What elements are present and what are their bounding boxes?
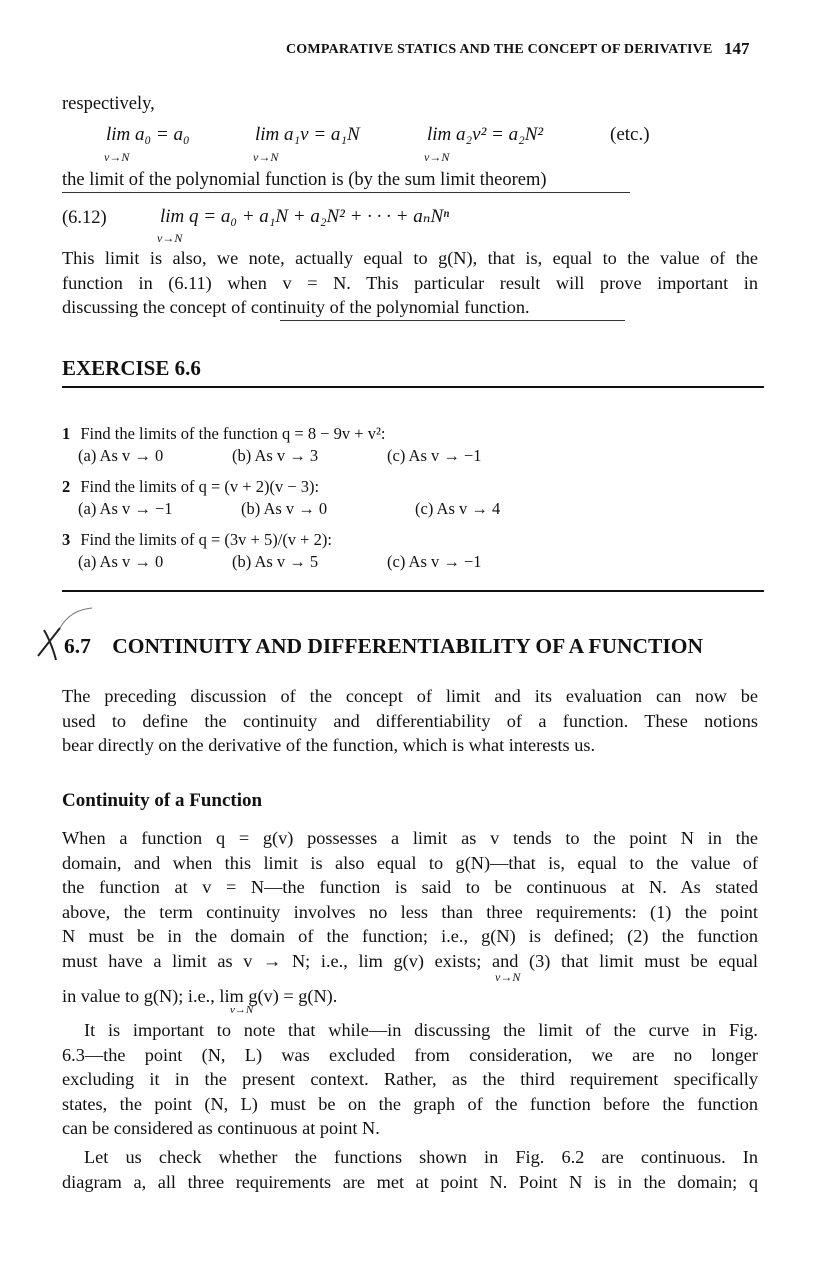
respectively-text: respectively, xyxy=(62,94,155,114)
exercise-3-part-c: (c) As v → −1 xyxy=(387,552,482,571)
exercise-item-2 xyxy=(62,477,319,497)
text-line: function in (6.11) when v = N. This particular result will prove important in xyxy=(62,272,758,293)
exercise-item-1 xyxy=(62,424,385,444)
item-text: Find the limits of q = (v + 2)(v − 3): xyxy=(80,477,320,496)
exercise-2-part-b: (b) As v → 0 xyxy=(241,499,328,518)
text-line: It is important to note that while—in discussing the limit of the curve in Fig. xyxy=(84,1020,758,1040)
lim-subscript: v→N xyxy=(230,1004,254,1016)
text-line: in value to g(N); i.e., lim g(v) = g(N). xyxy=(62,985,338,1006)
point-inclusion-paragraph xyxy=(62,1018,758,1141)
equation-label: (6.12) xyxy=(62,208,107,228)
limit-a2-subscript: v→N xyxy=(424,150,450,164)
limit-a1-subscript: v→N xyxy=(253,150,279,164)
pencil-underline xyxy=(62,192,630,193)
exercise-bottom-rule xyxy=(62,590,764,592)
text-line: discussing the concept of continuity of the polynomial function. xyxy=(62,297,530,318)
etc-note: (etc.) xyxy=(610,124,650,145)
text-line: The preceding discussion of the concept of limit and its evaluation can now be xyxy=(62,686,758,706)
text-line: must have a limit as v → N; i.e., lim g(v) exists; and (3) that limit must be equal xyxy=(62,950,758,971)
text-line: the function at v = N—the function is said to be continuous at N. As stated xyxy=(62,877,758,898)
exercise-3-part-a: (a) As v → 0 xyxy=(78,552,164,571)
lim-subscript: v→N xyxy=(495,970,521,984)
limit-a2: lim a₂v² = a₂N² xyxy=(427,124,544,145)
text-line: states, the point (N, L) must be on the graph of the function before the function xyxy=(62,1093,758,1114)
continuity-definition-paragraph xyxy=(62,826,758,1008)
equation-6-12: lim q = a₀ + a₁N + a₂N² + · · · + aₙNⁿ xyxy=(160,206,450,227)
text-line: Let us check whether the functions shown in Fig. 6.2 are continuous. In xyxy=(84,1147,758,1167)
text-line: excluding it in the present context. Rather, as the third requirement specifically xyxy=(62,1069,758,1090)
sum-limit-sentence: the limit of the polynomial function is (by the sum limit theorem) xyxy=(62,170,547,190)
section-intro-paragraph xyxy=(62,684,758,758)
exercise-2-part-a: (a) As v → −1 xyxy=(78,499,173,518)
exercise-top-rule xyxy=(62,386,764,388)
text-line: 6.3—the point (N, L) was excluded from consideration, we are no longer xyxy=(62,1044,758,1065)
text-line: When a function q = g(v) possesses a limit as v tends to the point N in the xyxy=(62,828,758,848)
item-text: Find the limits of the function q = 8 − 9v + v²: xyxy=(80,424,386,443)
limit-a0: lim a₀ = a₀ xyxy=(106,124,190,145)
limit-remark-paragraph xyxy=(62,246,758,320)
running-header: COMPARATIVE STATICS AND THE CONCEPT OF DERIVATIVE xyxy=(286,42,713,57)
exercise-item-3 xyxy=(62,530,332,550)
limit-a0-subscript: v→N xyxy=(104,150,130,164)
item-number: 3 xyxy=(62,530,71,549)
exercise-1-part-c: (c) As v → −1 xyxy=(387,446,482,465)
section-number: 6.7 xyxy=(64,634,91,658)
text-line: This limit is also, we note, actually equal to g(N), that is, equal to the value of the xyxy=(62,248,758,268)
item-number: 2 xyxy=(62,477,71,496)
text-line: bear directly on the derivative of the function, which is what interests us. xyxy=(62,735,596,756)
text-line: used to define the continuity and differentiability of a function. These notions xyxy=(62,710,758,731)
item-text: Find the limits of q = (3v + 5)/(v + 2): xyxy=(80,530,332,549)
section-heading xyxy=(64,634,703,659)
exercise-1-part-b: (b) As v → 3 xyxy=(232,446,319,465)
text-line: diagram a, all three requirements are met at point N. Point N is in the domain; q xyxy=(62,1171,758,1192)
pencil-underline xyxy=(280,320,625,321)
text-line: above, the term continuity involves no less than three requirements: (1) the point xyxy=(62,901,758,922)
figure-check-paragraph xyxy=(62,1145,758,1194)
item-number: 1 xyxy=(62,424,71,443)
page-number: 147 xyxy=(724,39,750,58)
equation-subscript: v→N xyxy=(157,231,183,245)
section-title: CONTINUITY AND DIFFERENTIABILITY OF A FUNCTION xyxy=(112,634,703,658)
exercise-2-part-c: (c) As v → 4 xyxy=(415,499,501,518)
limit-a1: lim a₁v = a₁N xyxy=(255,124,360,145)
text-line: N must be in the domain of the function; i.e., g(N) is defined; (2) the function xyxy=(62,926,758,947)
exercise-3-part-b: (b) As v → 5 xyxy=(232,552,319,571)
text-line: can be considered as continuous at point N. xyxy=(62,1118,380,1139)
continuity-heading: Continuity of a Function xyxy=(62,790,263,811)
exercise-1-part-a: (a) As v → 0 xyxy=(78,446,164,465)
exercise-title: EXERCISE 6.6 xyxy=(62,356,201,380)
text-line: domain, and when this limit is also equal to g(N)—that is, equal to the value of xyxy=(62,852,758,873)
